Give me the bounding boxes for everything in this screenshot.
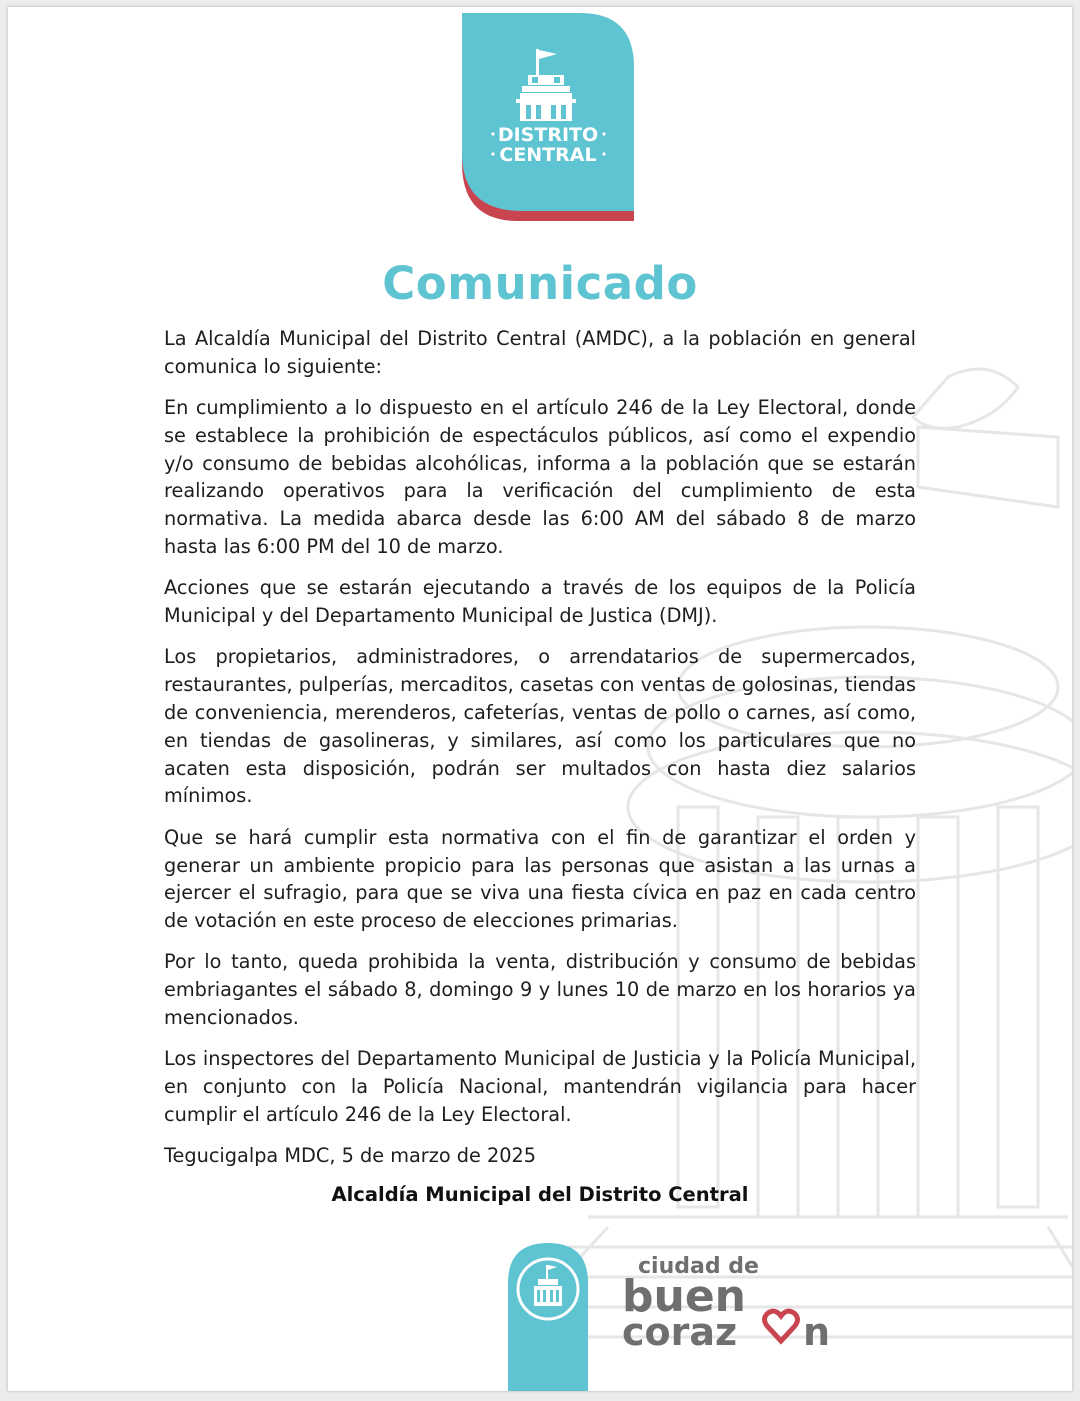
logo-text-central: CENTRAL (499, 144, 597, 166)
brand-line-ciudad: ciudad de (638, 1254, 759, 1279)
distrito-central-logo (458, 13, 634, 221)
paragraph-owners: Los propietarios, administradores, o arrendatarios de supermercados, restaurantes, pulperías, mercaditos, casetas con ventas de golosinas, tiendas de conveniencia, merenderos, cafeterías, ventas de pollo o carnes, así como, en tiendas de gasolineras, y similares, así como los particulares que no acaten esta disposición, podrán ser multados con hasta diez salarios mínimos. (164, 645, 916, 808)
brand-line-n: n (803, 1310, 831, 1349)
signature: Alcaldía Municipal del Distrito Central (331, 1183, 749, 1206)
page-title: Comunicado (382, 257, 698, 310)
ciudad-buen-corazon-logo (618, 1249, 848, 1349)
document-page (8, 7, 1072, 1391)
logo-text-distrito: DISTRITO (497, 124, 599, 146)
paragraph-intro: La Alcaldía Municipal del Distrito Central (AMDC), a la población en general comunica lo siguiente: (164, 327, 916, 378)
heart-icon (765, 1311, 798, 1341)
paragraph-actions: Acciones que se estarán ejecutando a través de los equipos de la Policía Municipal y del Departamento Municipal de Justica (DMJ). (164, 576, 916, 628)
bottom-logo (508, 1243, 588, 1391)
date-line: Tegucigalpa MDC, 5 de marzo de 2025 (164, 1144, 537, 1168)
paragraph-prohibition: Por lo tanto, queda prohibida la venta, distribución y consumo de bebidas embriagantes el sábado 8, domingo 9 y lunes 10 de marzo en los horarios ya mencionados. (164, 950, 916, 1030)
document-body (164, 325, 916, 1184)
brand-line-buen: buen (622, 1271, 746, 1322)
paragraph-purpose: Que se hará cumplir esta normativa con el fin de garantizar el orden y generar un ambiente propicio para las personas que asistan a las urnas a ejercer el sufragio, para que se viva una fiesta cívica en paz en cada centro de votación en este proceso de elecciones primarias. (164, 825, 916, 933)
paragraph-inspectors: Los inspectores del Departamento Municipal de Justicia y la Policía Municipal, en conjunto con la Policía Nacional, mantendrán vigilancia para hacer cumplir el artículo 246 de la Ley Electoral. (164, 1047, 916, 1126)
paragraph-article-246: En cumplimiento a lo dispuesto en el artículo 246 de la Ley Electoral, donde se establece la prohibición de espectáculos públicos, así como el expendio y/o consumo de bebidas alcohólicas, informa a la población que se estarán realizando operativos para la verificación del cumplimiento de esta normativa. La medida abarca desde las 6:00 AM del sábado 8 de marzo hasta las 6:00 PM del 10 de marzo. (164, 396, 916, 559)
brand-line-coraz: coraz (622, 1310, 738, 1349)
